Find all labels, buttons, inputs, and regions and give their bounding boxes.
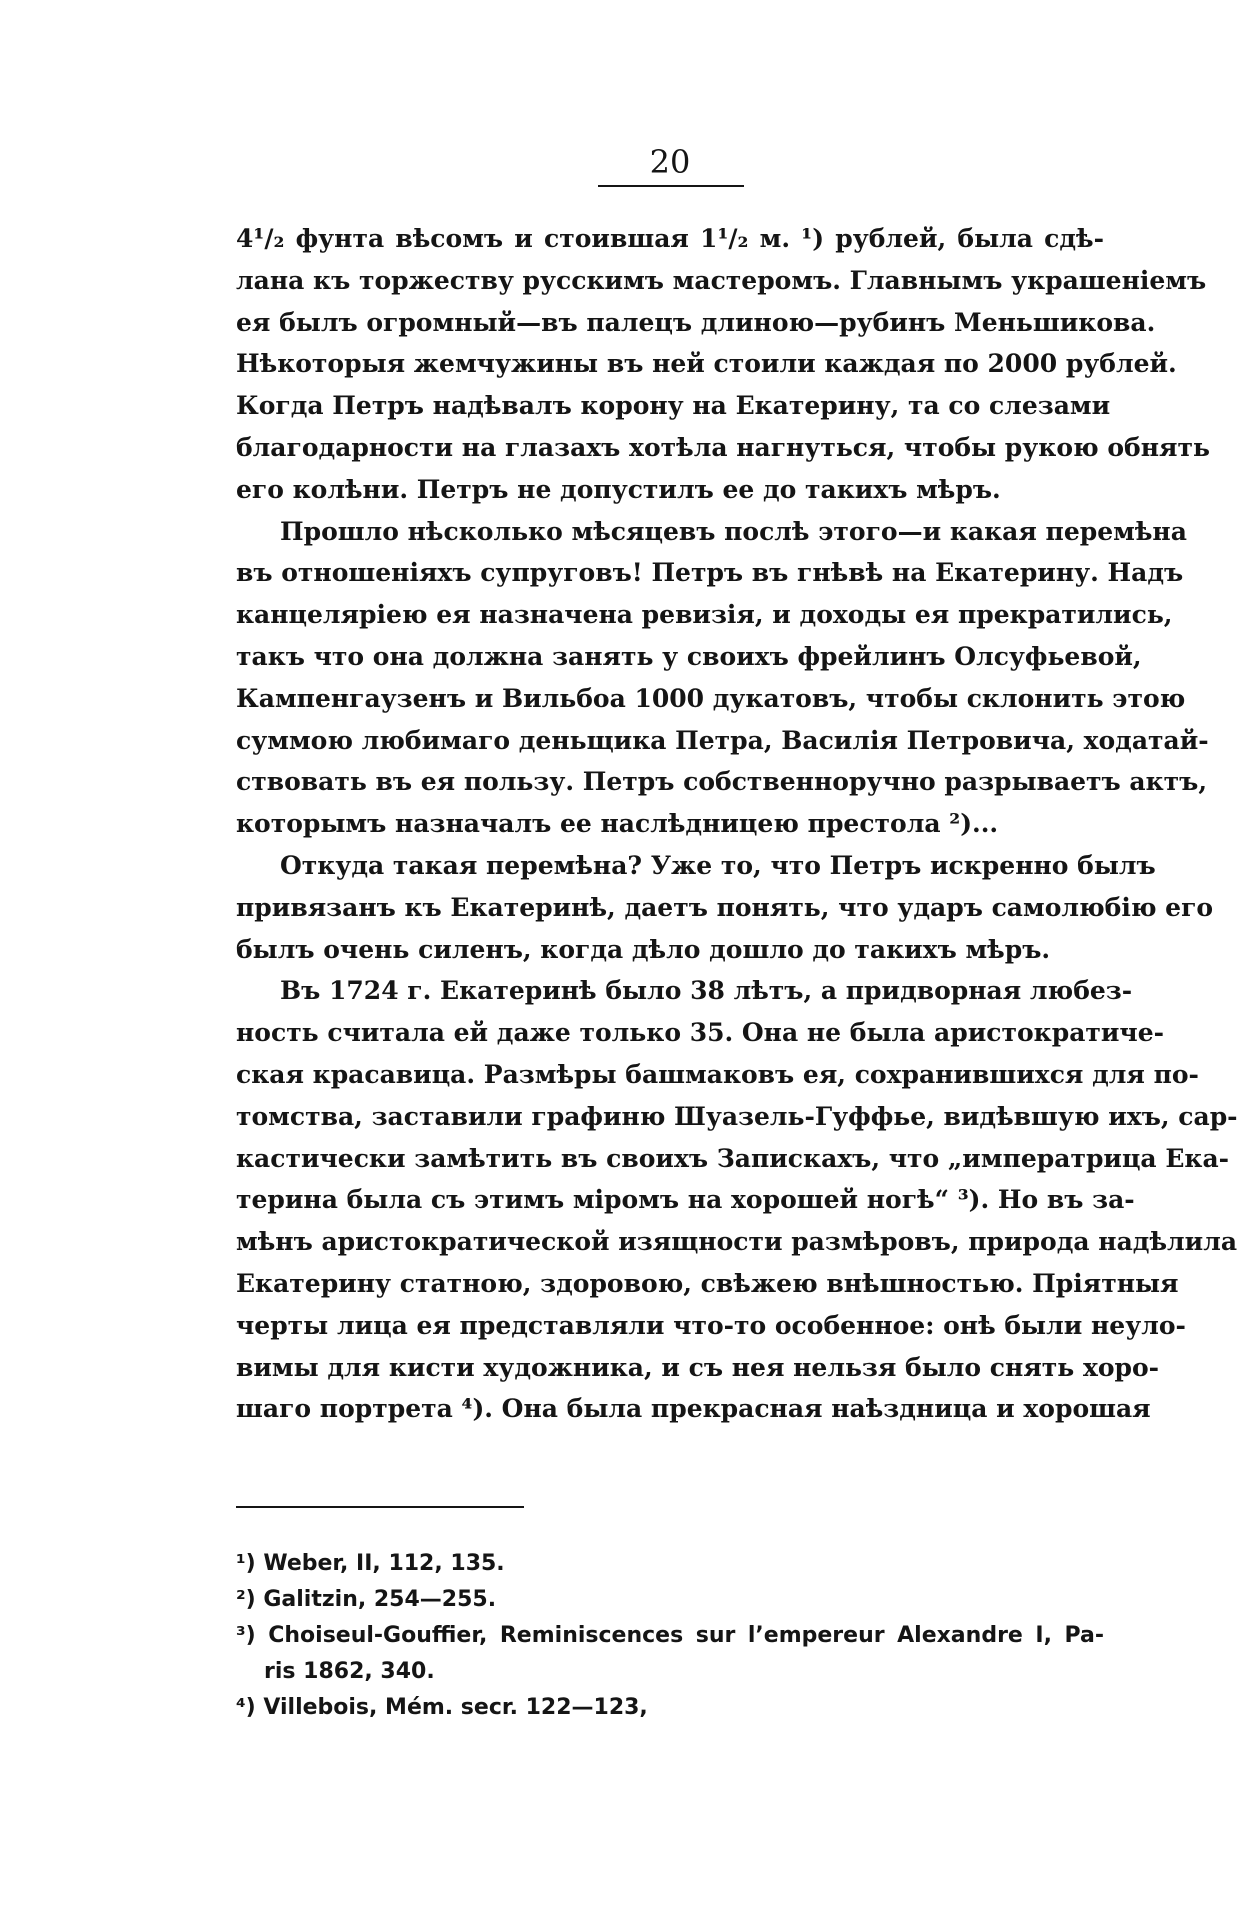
text-line: Прошло нѣсколько мѣсяцевъ послѣ этого—и какая перемѣна bbox=[280, 516, 1187, 546]
text-line: такъ что она должна занять у своихъ фрейлинъ Олсуфьевой, bbox=[236, 641, 1142, 671]
footnote-line: ¹) Weber, II, 112, 135. bbox=[236, 1551, 505, 1576]
text-line: благодарности на глазахъ хотѣла нагнуться, чтобы рукою обнять bbox=[236, 432, 1210, 462]
footnotes bbox=[236, 1546, 1104, 1726]
text-line: былъ очень силенъ, когда дѣло дошло до такихъ мѣръ. bbox=[236, 934, 1051, 964]
text-line: лана къ торжеству русскимъ мастеромъ. Главнымъ украшеніемъ bbox=[236, 265, 1207, 295]
text-line: которымъ назначалъ ее наслѣдницею престола ²)... bbox=[236, 809, 999, 839]
text-line: ствовать въ ея пользу. Петръ собственноручно разрываетъ актъ, bbox=[236, 767, 1208, 797]
text-line: вимы для кисти художника, и съ нея нельзя было снять хоро- bbox=[236, 1352, 1160, 1382]
text-line: ея былъ огромный—въ палецъ длиною—рубинъ Меньшикова. bbox=[236, 307, 1156, 337]
text-line: ность считала ей даже только 35. Она не была аристократиче- bbox=[236, 1018, 1165, 1048]
text-line: ская красавица. Размѣры башмаковъ ея, сохранившихся для по- bbox=[236, 1059, 1199, 1089]
text-line: Нѣкоторыя жемчужины въ ней стоили каждая по 2000 рублей. bbox=[236, 349, 1177, 379]
body-text bbox=[236, 218, 1238, 1430]
text-line: шаго портрета ⁴). Она была прекрасная наѣздница и хорошая bbox=[236, 1394, 1151, 1424]
text-line: Въ 1724 г. Екатеринѣ было 38 лѣтъ, а придворная любез- bbox=[280, 976, 1133, 1006]
footnote-line: ⁴) Villebois, Mém. secr. 122—123, bbox=[236, 1695, 648, 1720]
footnote-line: ²) Galitzin, 254—255. bbox=[236, 1587, 497, 1612]
text-line: мѣнъ аристократической изящности размѣровъ, природа надѣлила bbox=[236, 1227, 1238, 1257]
text-line: черты лица ея представляли что-то особенное: онѣ были неуло- bbox=[236, 1310, 1186, 1340]
text-line: терина была съ этимъ міромъ на хорошей ногѣ“ ³). Но въ за- bbox=[236, 1185, 1135, 1215]
text-line: его колѣни. Петръ не допустилъ ее до такихъ мѣръ. bbox=[236, 474, 1001, 504]
text-line: Екатерину статною, здоровою, свѣжею внѣшностью. Пріятныя bbox=[236, 1268, 1179, 1298]
text-line: Откуда такая перемѣна? Уже то, что Петръ искренно былъ bbox=[280, 850, 1156, 880]
footnote-divider bbox=[236, 1506, 524, 1508]
footnote-line: ris 1862, 340. bbox=[264, 1659, 435, 1684]
text-line: томства, заставили графиню Шуазель-Гуффье, видѣвшую ихъ, сар- bbox=[236, 1101, 1238, 1131]
text-line: въ отношеніяхъ супруговъ! Петръ въ гнѣвѣ на Екатерину. Надъ bbox=[236, 558, 1184, 588]
page-number-underline bbox=[598, 185, 744, 187]
text-line: суммою любимаго деньщика Петра, Василія Петровича, ходатай- bbox=[236, 725, 1209, 755]
text-line: 4¹/₂ фунта вѣсомъ и стоившая 1¹/₂ м. ¹) рублей, была сдѣ- bbox=[236, 224, 1104, 253]
text-line: кастически замѣтить въ своихъ Запискахъ, что „императрица Ека- bbox=[236, 1143, 1230, 1173]
text-line: привязанъ къ Екатеринѣ, даетъ понять, что ударъ самолюбію его bbox=[236, 892, 1214, 922]
footnote-line: ³) Choiseul-Gouffier, Reminiscences sur l’empereur Alexandre I, Pa- bbox=[236, 1623, 1104, 1648]
text-line: канцеляріею ея назначена ревизія, и доходы ея прекратились, bbox=[236, 600, 1173, 630]
text-line: Кампенгаузенъ и Вильбоа 1000 дукатовъ, чтобы склонить этою bbox=[236, 683, 1186, 713]
text-line: Когда Петръ надѣвалъ корону на Екатерину, та со слезами bbox=[236, 391, 1111, 421]
page-number: 20 bbox=[649, 143, 691, 181]
